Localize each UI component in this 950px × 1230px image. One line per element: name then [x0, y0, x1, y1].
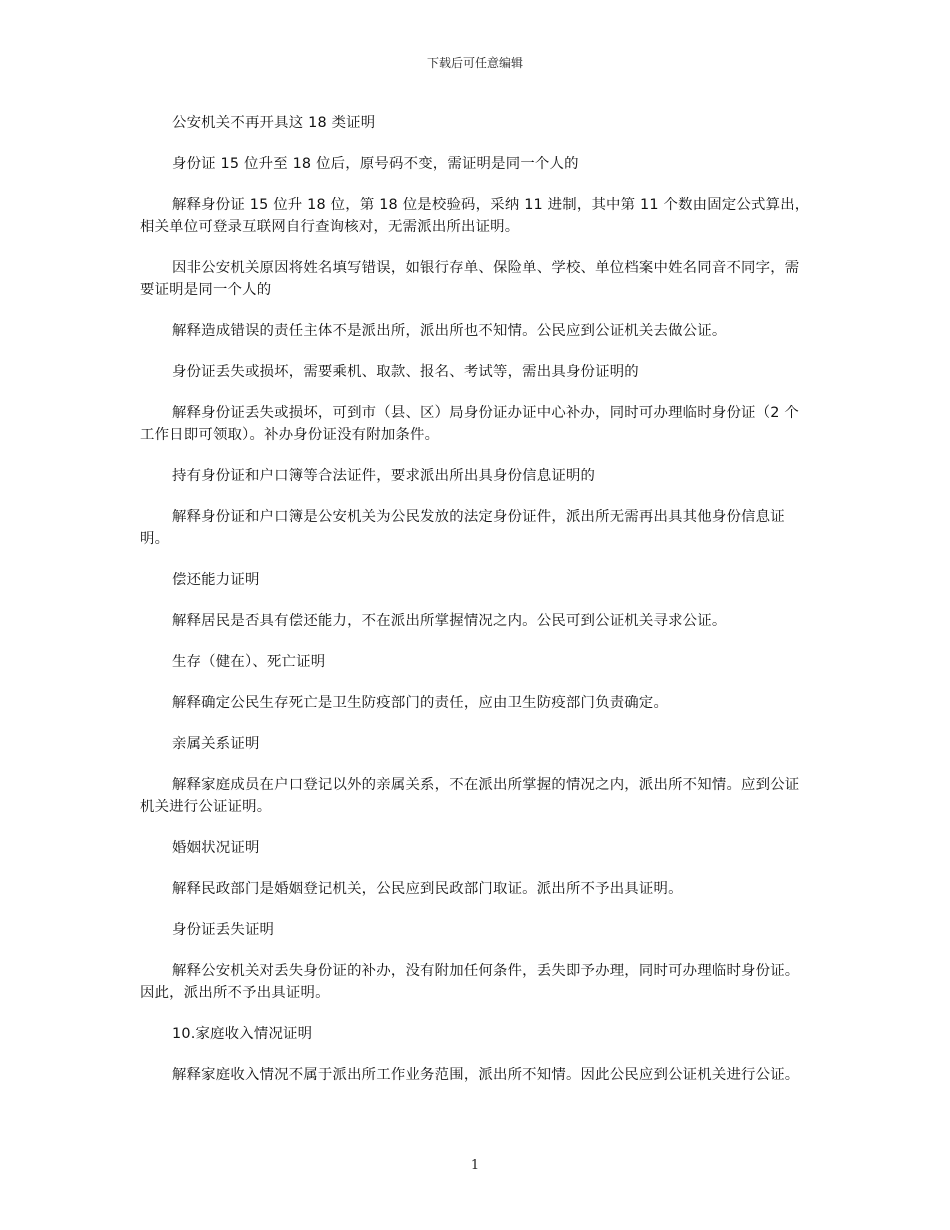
- paragraph-explanation: 解释民政部门是婚姻登记机关，公民应到民政部门取证。派出所不予出具证明。: [172, 881, 683, 897]
- page-header: 下载后可任意编辑: [426, 56, 523, 70]
- paragraph-title: 公安机关不再开具这 18 类证明: [172, 115, 376, 131]
- page-number: 1: [470, 1158, 480, 1173]
- paragraph-explanation: 解释家庭成员在户口登记以外的亲属关系，不在派出所掌握的情况之内，派出所不知情。应到公证机关进行公证证明。: [140, 777, 800, 815]
- paragraph-item-heading: 因非公安机关原因将姓名填写错误，如银行存单、保险单、学校、单位档案中姓名同音不同字，需要证明是同一个人的: [140, 260, 800, 298]
- paragraph-explanation: 解释公安机关对丢失身份证的补办，没有附加任何条件，丢失即予办理，同时可办理临时身份证。因此，派出所不予出具证明。: [140, 963, 800, 1001]
- paragraph-item-heading: 身份证丢失证明: [172, 922, 275, 938]
- document-body: [140, 112, 810, 1105]
- paragraph-explanation: 解释身份证丢失或损坏，可到市（县、区）局身份证办证中心补办，同时可办理临时身份证（2 个工作日即可领取）。补办身份证没有附加条件。: [140, 405, 799, 443]
- paragraph-explanation: 解释家庭收入情况不属于派出所工作业务范围，派出所不知情。因此公民应到公证机关进行公证。: [172, 1067, 800, 1083]
- paragraph-item-heading: 婚姻状况证明: [172, 840, 260, 856]
- paragraph-explanation: 解释居民是否具有偿还能力，不在派出所掌握情况之内。公民可到公证机关寻求公证。: [172, 613, 727, 629]
- paragraph-explanation: 解释身份证和户口簿是公安机关为公民发放的法定身份证件，派出所无需再出具其他身份信息证明。: [140, 509, 785, 547]
- paragraph-explanation: 解释确定公民生存死亡是卫生防疫部门的责任，应由卫生防疫部门负责确定。: [172, 695, 669, 711]
- paragraph-item-heading: 持有身份证和户口簿等合法证件，要求派出所出具身份信息证明的: [172, 468, 596, 484]
- paragraph-item-heading: 亲属关系证明: [172, 736, 260, 752]
- paragraph-explanation: 解释造成错误的责任主体不是派出所，派出所也不知情。公民应到公证机关去做公证。: [172, 323, 727, 339]
- paragraph-item-heading: 身份证 15 位升至 18 位后，原号码不变，需证明是同一个人的: [172, 156, 579, 172]
- paragraph-item-heading: 身份证丢失或损坏，需要乘机、取款、报名、考试等，需出具身份证明的: [172, 364, 639, 380]
- paragraph-item-heading: 10.家庭收入情况证明: [172, 1026, 313, 1042]
- paragraph-item-heading: 偿还能力证明: [172, 572, 260, 588]
- paragraph-explanation: 解释身份证 15 位升 18 位，第 18 位是校验码，采纳 11 进制，其中第 11 个数由固定公式算出，相关单位可登录互联网自行查询核对，无需派出所出证明。: [140, 197, 810, 235]
- paragraph-item-heading: 生存（健在）、死亡证明: [172, 654, 326, 670]
